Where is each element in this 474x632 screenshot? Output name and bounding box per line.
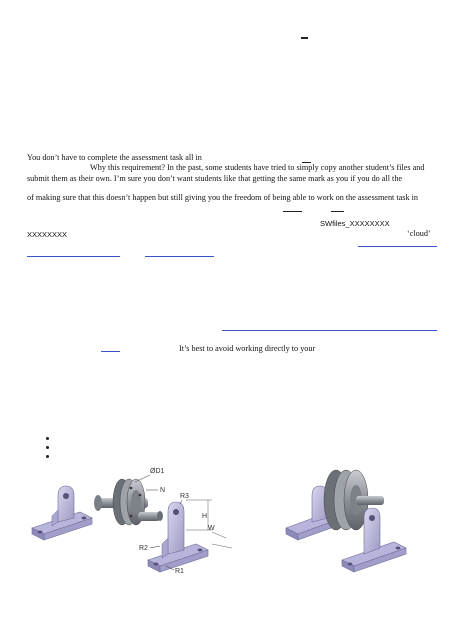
hyperlink-2[interactable] [27,256,120,257]
para-line-3: submit them as their own. I’m sure you don’t want students like that getting the same mark as you if you do all the [27,174,403,183]
hyperlink-3[interactable] [145,256,214,257]
label-r3: R3 [180,493,189,500]
assembly-right [286,470,406,572]
student-id-placeholder: XXXXXXXX [27,230,68,239]
label-r1: R1 [175,568,184,575]
label-h: H [202,513,208,520]
label-n: N [160,487,166,494]
hyperlink-4[interactable] [222,330,437,331]
folder-name-text: SWfiles_XXXXXXXX [320,219,390,228]
pulley-left [94,479,166,525]
cloud-word: ‘cloud’ [407,229,431,238]
para-line-1: You don’t have to complete the assessment task all in [27,153,202,162]
bracket-left [32,486,92,540]
label-r2: R2 [139,545,148,552]
para-line-2: Why this requirement? In the past, some students have tried to simply copy another student’s files and [90,163,425,172]
label-w: W [208,525,215,532]
underline-blank-2 [283,211,302,212]
bullet-1 [46,437,49,440]
underline-blank-3 [331,211,344,212]
hyperlink-1[interactable] [358,246,437,247]
top-dash [301,37,308,39]
label-d1: ØD1 [150,468,165,475]
bullet-3 [46,455,49,458]
bullet-2 [46,446,49,449]
para-line-5: It’s best to avoid working directly to your [179,344,316,353]
para-line-4: of making sure that this doesn’t happen but still giving you the freedom of being able to work on the assessment task in [27,193,418,202]
cad-figure [0,460,474,630]
hyperlink-5[interactable] [101,351,120,352]
